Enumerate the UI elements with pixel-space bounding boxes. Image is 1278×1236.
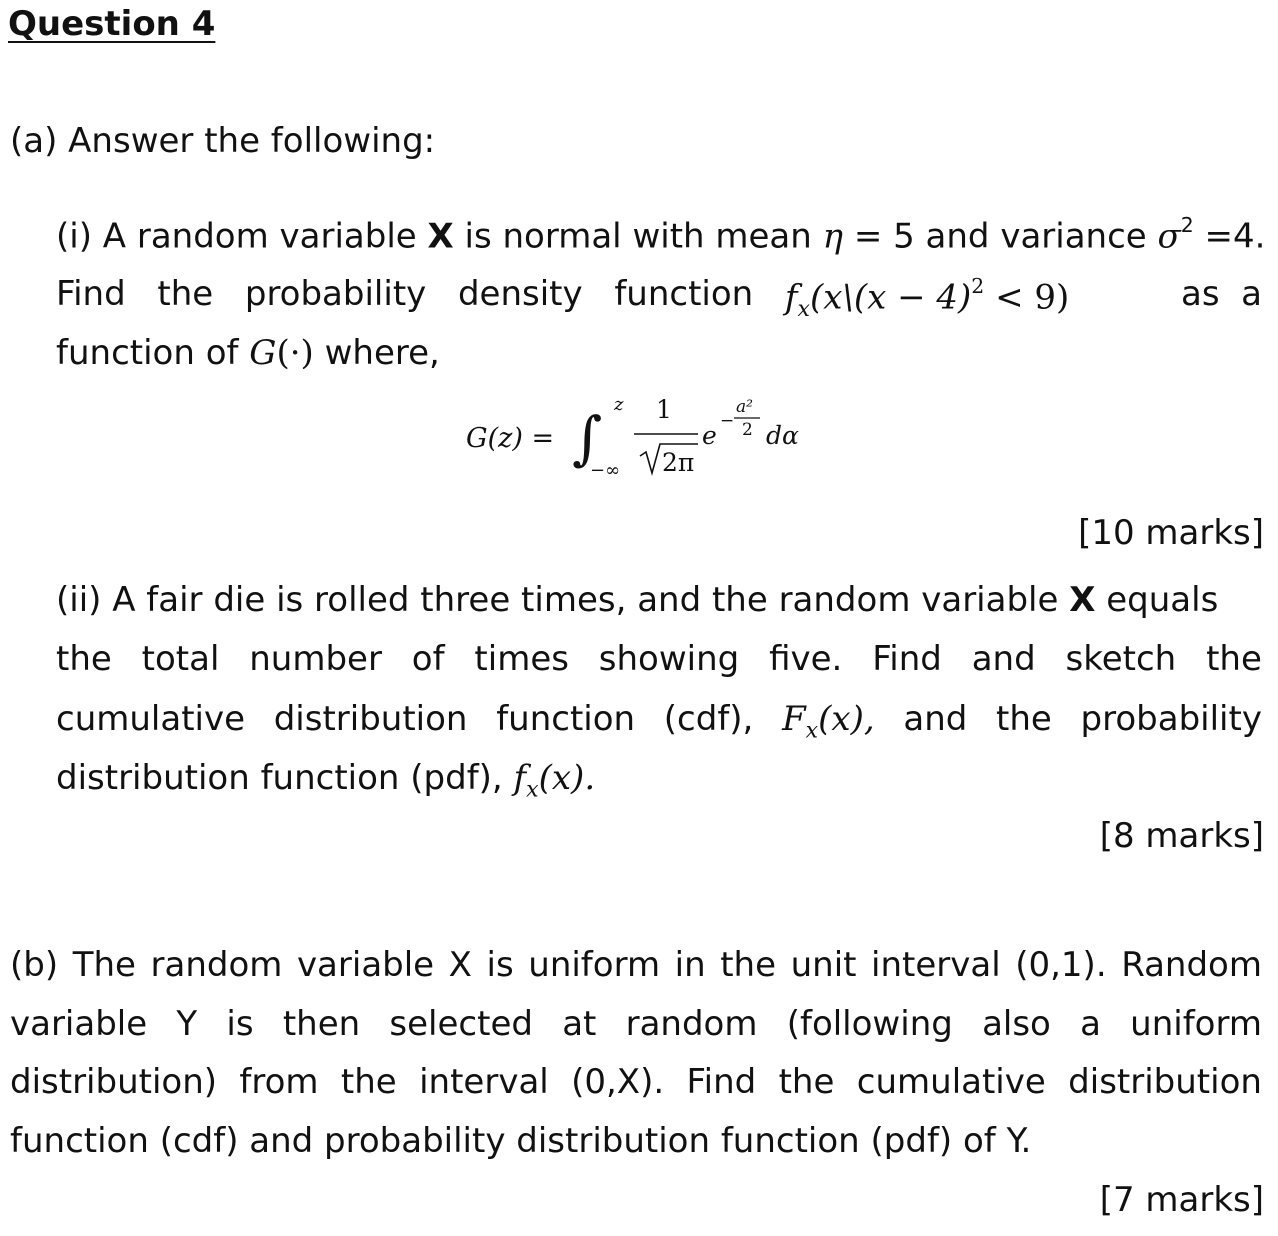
word: function — [496, 699, 636, 739]
word: five. — [769, 639, 843, 679]
word: density — [457, 274, 583, 314]
variable-x: X — [1069, 580, 1096, 620]
word: distribution — [1068, 1062, 1262, 1102]
text: is normal with mean — [464, 216, 812, 257]
word: as a — [1180, 274, 1262, 314]
word: (cdf), — [663, 699, 754, 739]
part-a-heading: (a) Answer the following: — [10, 121, 436, 161]
placeholder: (·) — [276, 333, 314, 373]
part-b-line-4: function (cdf) and probability distribution function (pdf) of Y. — [10, 1121, 1032, 1161]
exp-minus: − — [720, 411, 735, 431]
word: the — [340, 1062, 397, 1102]
word: and — [971, 639, 1036, 679]
word: random — [150, 945, 283, 985]
integral-sign: ∫ — [572, 404, 603, 472]
word: and — [903, 699, 968, 739]
word: a — [1080, 1004, 1101, 1044]
word: then — [282, 1004, 361, 1044]
word: variable — [296, 945, 435, 985]
question-title: Question 4 — [8, 4, 216, 44]
pdf-symbol: $f_x(x)$. — [513, 758, 596, 803]
word: random — [625, 1004, 758, 1044]
part-a-i-line-2 — [56, 274, 1262, 322]
exp-base: e — [702, 421, 717, 450]
word: in — [674, 945, 706, 985]
word: The — [72, 945, 136, 985]
word: sketch — [1065, 639, 1177, 679]
word: Find — [872, 639, 942, 679]
differential: dα — [766, 421, 799, 450]
word: function — [614, 274, 754, 314]
word: Random — [1121, 945, 1262, 985]
word: number — [249, 639, 382, 679]
word: variable — [10, 1004, 148, 1044]
fraction-denominator: 2π — [662, 448, 695, 477]
word: the — [56, 639, 112, 679]
word: selected — [389, 1004, 533, 1044]
symbol-sigma: σ — [1157, 216, 1181, 257]
word: (0,X). — [571, 1062, 665, 1102]
word: the — [778, 1062, 835, 1102]
word: the — [1206, 639, 1262, 679]
text: distribution function (pdf), — [56, 758, 503, 798]
word: of — [411, 639, 445, 679]
exp-numerator: a² — [736, 397, 753, 417]
word: (b) — [10, 945, 59, 985]
text: where, — [324, 333, 440, 373]
word: probability — [1080, 699, 1262, 739]
word: distribution — [273, 699, 468, 739]
word: Find — [686, 1062, 757, 1102]
word: times — [474, 639, 569, 679]
word: X — [448, 945, 472, 985]
word: uniform — [528, 945, 661, 985]
lower-limit: −∞ — [590, 460, 621, 481]
word: (0,1). — [1015, 945, 1107, 985]
marks-a-i: [10 marks] — [1078, 513, 1264, 553]
text: (i) A random variable — [56, 216, 417, 257]
word: cumulative — [56, 699, 246, 739]
gaussian-cdf-equation — [464, 388, 824, 488]
word: interval — [419, 1062, 549, 1102]
part-a-ii-line-4 — [56, 758, 595, 803]
word: is — [486, 945, 514, 985]
word: distribution) — [10, 1062, 218, 1102]
text: (ii) A fair die is rolled three times, and the random variable — [56, 580, 1059, 620]
word: also — [982, 1004, 1051, 1044]
symbol-G: G — [249, 333, 277, 373]
variable-x: X — [427, 216, 454, 257]
marks-b: [7 marks] — [1099, 1180, 1264, 1220]
word: the — [157, 274, 214, 314]
word: uniform — [1130, 1004, 1262, 1044]
word: unit — [790, 945, 857, 985]
part-a-i-line-3 — [56, 333, 440, 373]
word: Y — [176, 1004, 198, 1044]
part-b-line-1 — [10, 945, 1262, 985]
part-b-line-3 — [10, 1062, 1262, 1102]
word: interval — [871, 945, 1001, 985]
conditional-pdf-expression: $f_x(x\backslash(x - 4)^2 < 9)$ — [784, 274, 1070, 323]
text: =4. — [1204, 216, 1266, 257]
upper-limit: z — [614, 394, 624, 415]
part-a-i-line-1 — [56, 213, 1265, 256]
exp-denominator: 2 — [742, 420, 753, 440]
text: function of — [56, 333, 239, 373]
part-a-ii-line-1 — [56, 580, 1264, 620]
word: at — [562, 1004, 597, 1044]
superscript: 2 — [1180, 213, 1194, 237]
symbol-eta: η — [822, 216, 843, 257]
fraction-numerator: 1 — [656, 395, 672, 424]
word: total — [141, 639, 220, 679]
equation-lhs: G(z) = — [466, 423, 555, 454]
word: the — [720, 945, 777, 985]
word: probability — [244, 274, 427, 314]
text: = 5 and variance — [853, 216, 1147, 257]
word: showing — [598, 639, 740, 679]
marks-a-ii: [8 marks] — [1099, 816, 1264, 856]
word: from — [239, 1062, 319, 1102]
part-a-ii-line-2 — [56, 639, 1262, 679]
word: (following — [786, 1004, 953, 1044]
word: is — [226, 1004, 254, 1044]
word: Find — [56, 274, 126, 314]
part-a-ii-line-3 — [56, 699, 1262, 744]
word: the — [996, 699, 1052, 739]
cdf-symbol: $F_x(x)$, — [782, 699, 875, 744]
text: equals — [1106, 580, 1219, 620]
part-b-line-2 — [10, 1004, 1262, 1044]
word: cumulative — [856, 1062, 1046, 1102]
